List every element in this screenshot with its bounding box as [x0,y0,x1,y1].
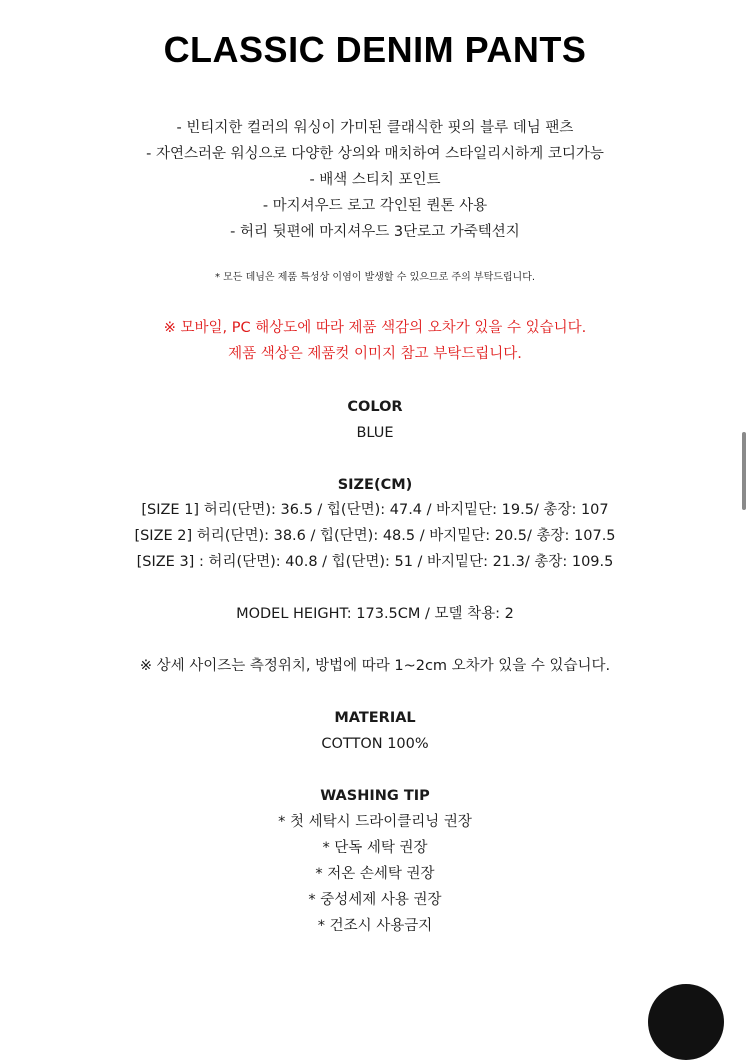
material-value: COTTON 100% [321,736,429,752]
description-line: - 허리 뒷편에 마지셔우드 3단로고 가죽텍션지 [230,224,520,240]
washing-heading: WASHING TIP [320,788,430,804]
description-line: - 마지셔우드 로고 각인된 퀀톤 사용 [262,198,488,214]
description-line: - 빈티지한 컬러의 워싱이 가미된 클래식한 핏의 블루 데님 팬츠 [176,120,574,136]
size-row: [SIZE 2] 허리(단면): 38.6 / 힙(단면): 48.5 / 바지밑단: 20.5/ 총장: 107.5 [134,528,616,544]
product-title: CLASSIC DENIM PANTS [163,29,587,70]
denim-care-note: * 모든 데님은 제품 특성상 이염이 발생할 수 있으므로 주의 부탁드립니다. [214,272,536,283]
model-info: MODEL HEIGHT: 173.5CM / 모델 착용: 2 [236,606,514,622]
washing-item: * 저온 손세탁 권장 [315,866,435,882]
description-line: - 자연스러운 워싱으로 다양한 상의와 매치하여 스타일리시하게 코디가능 [146,146,604,162]
washing-item: * 중성세제 사용 권장 [308,892,442,908]
material-heading: MATERIAL [334,710,416,726]
floating-action-button[interactable] [648,984,724,1060]
washing-item: * 건조시 사용금지 [317,918,433,934]
size-measure-note: ※ 상세 사이즈는 측정위치, 방법에 따라 1~2cm 오차가 있을 수 있습니다. [139,658,611,674]
color-value: BLUE [356,425,394,441]
washing-item: * 단독 세탁 권장 [322,840,428,856]
size-row: [SIZE 1] 허리(단면): 36.5 / 힙(단면): 47.4 / 바지밑단: 19.5/ 총장: 107 [141,502,609,518]
description-line: - 배색 스티치 포인트 [309,172,441,188]
color-warning-line: ※ 모바일, PC 해상도에 따라 제품 색감의 오차가 있을 수 있습니다. [163,320,587,336]
color-warning-line: 제품 색상은 제품컷 이미지 참고 부탁드립니다. [228,346,522,362]
size-heading: SIZE(CM) [337,477,413,493]
size-row: [SIZE 3] : 허리(단면): 40.8 / 힙(단면): 51 / 바지밑단: 21.3/ 총장: 109.5 [136,554,614,570]
washing-item: * 첫 세탁시 드라이클리닝 권장 [278,814,472,830]
vertical-scrollbar[interactable] [742,432,746,510]
color-heading: COLOR [347,399,403,415]
